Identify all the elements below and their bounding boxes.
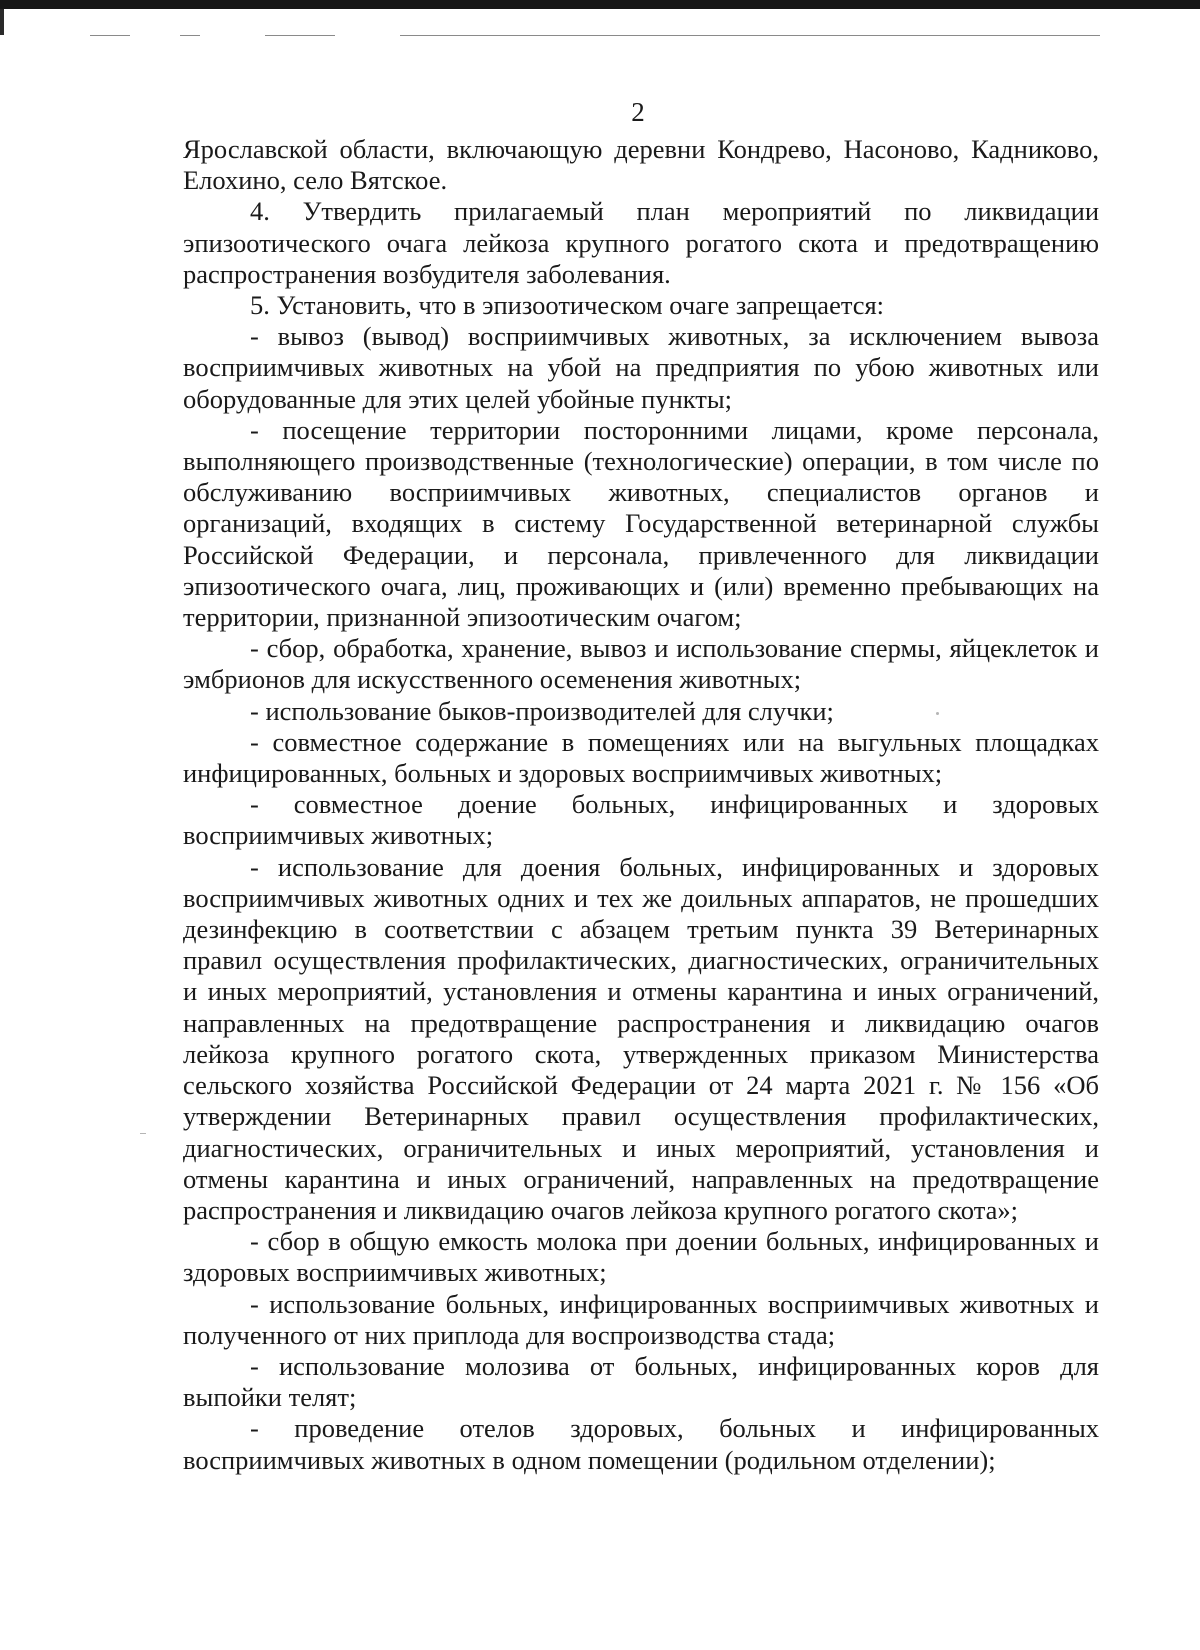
scan-line [265, 35, 335, 36]
scan-line [400, 35, 1100, 36]
scan-edge-left [0, 9, 4, 35]
paragraph: - посещение территории посторонними лицами, кроме персонала, выполняющего производственные (технологические) операции, в том числе по обслуживанию восприимчивых животных, специалистов органов и организаций, входящих в систему Государственной ветеринарной службы Российской Федерации, и персонала, привлеченного для ликвидации эпизоотического очага, лиц, проживающих и (или) временно пребывающих на территории, признанной эпизоотическим очагом; [183, 414, 1099, 633]
paragraph: 5. Установить, что в эпизоотическом очаге запрещается: [250, 290, 885, 321]
paragraph: - использование быков-производителей для случки; [250, 695, 834, 726]
document-body [183, 134, 1099, 1476]
page-number: 2 [631, 97, 645, 127]
paragraph: - совместное доение больных, инфицированных и здоровых восприимчивых животных; [183, 789, 1099, 851]
paragraph: Ярославской области, включающую деревни Кондрево, Насоново, Кадниково, Елохино, село Вятское. [183, 134, 1099, 196]
scan-line [180, 35, 200, 36]
paragraph: - вывоз (вывод) восприимчивых животных, за исключением вывоза восприимчивых животных на убой на предприятия по убою животных или оборудованные для этих целей убойные пункты; [183, 321, 1099, 414]
scan-edge-top [0, 0, 1200, 9]
paragraph: - сбор в общую емкость молока при доении больных, инфицированных и здоровых восприимчивых животных; [183, 1226, 1099, 1288]
paragraph: - совместное содержание в помещениях или на выгульных площадках инфицированных, больных и здоровых восприимчивых животных; [183, 726, 1099, 789]
paragraph: 4. Утвердить прилагаемый план мероприятий по ликвидации эпизоотического очага лейкоза крупного рогатого скота и предотвращению распространения возбудителя заболевания. [183, 196, 1099, 289]
scan-speck [140, 1133, 146, 1134]
paragraph: - использование молозива от больных, инфицированных коров для выпойки телят; [183, 1350, 1099, 1413]
paragraph: - использование больных, инфицированных восприимчивых животных и полученного от них приплода для воспроизводства стада; [183, 1288, 1099, 1350]
paragraph: - сбор, обработка, хранение, вывоз и использование спермы, яйцеклеток и эмбрионов для искусственного осеменения животных; [183, 633, 1099, 695]
scan-line [90, 35, 130, 36]
paragraph: - использование для доения больных, инфицированных и здоровых восприимчивых животных одних и тех же доильных аппаратов, не прошедших дезинфекцию в соответствии с абзацем третьим пункта 39 Ветеринарных правил осуществления профилактических, диагностических, ограничительных и иных мероприятий, установления и отмены карантина и иных ограничений, направленных на предотвращение распространения и ликвидацию очагов лейкоза крупного рогатого скота, утвержденных приказом Министерства сельского хозяйства Российской Федерации от 24 марта 2021 г. № 156 «Об утверждении Ветеринарных правил осуществления профилактических, диагностических, ограничительных и иных мероприятий, установления и отмены карантина и иных ограничений, направленных на предотвращение распространения и ликвидацию очагов лейкоза крупного рогатого скота»; [183, 851, 1099, 1225]
paragraph: - проведение отелов здоровых, больных и инфицированных восприимчивых животных в одном помещении (родильном отделении); [183, 1413, 1099, 1475]
